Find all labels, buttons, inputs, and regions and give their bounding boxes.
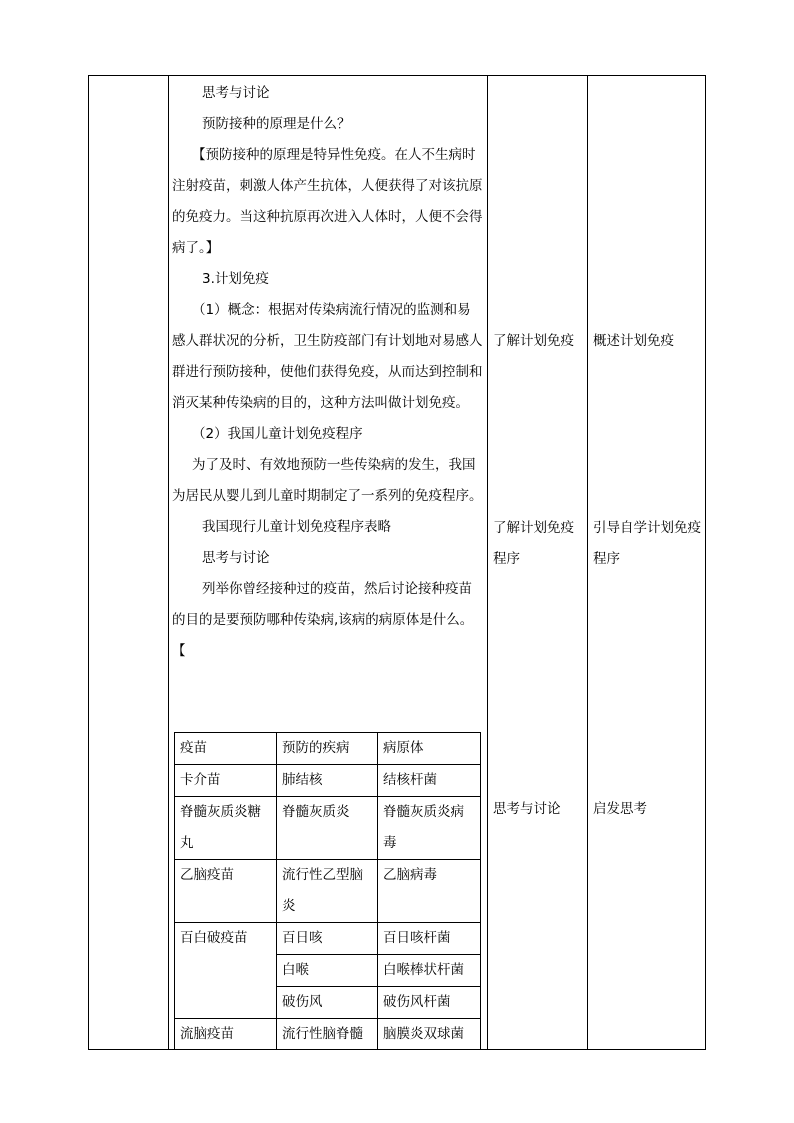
column-divider-2 xyxy=(487,75,488,1050)
table-cell: 百日咳 xyxy=(277,923,378,955)
table-row xyxy=(175,1019,481,1051)
table-cell: 脊髓灰质炎病毒 xyxy=(378,797,481,860)
teaching-content xyxy=(172,78,484,667)
concept-paragraph: （1）概念：根据对传染病流行情况的监测和易感人群状况的分析，卫生防疫部门有计划地对易感人群进行预防接种，使他们获得免疫，从而达到控制和消灭某种传染病的目的，这种方法叫做计划免疫。 xyxy=(172,302,483,411)
table-cell: 白喉棒状杆菌 xyxy=(378,955,481,987)
vaccine-table xyxy=(174,732,481,1050)
question-vaccines: 列举你曾经接种过的疫苗，然后讨论接种疫苗的目的是要预防哪种传染病,该病的病原体是什么。 xyxy=(172,581,474,628)
column-divider-1 xyxy=(168,75,169,1050)
teacher-activity-1: 概述计划免疫 xyxy=(593,333,674,349)
table-cell: 破伤风杆菌 xyxy=(378,987,481,1019)
column-divider-3 xyxy=(587,75,588,1050)
table-row xyxy=(175,923,481,955)
answer-principle: 【预防接种的原理是特异性免疫。在人不生病时注射疫苗，刺激人体产生抗体，人便获得了对该抗原的免疫力。当这种抗原再次进入人体时，人便不会得病了。】 xyxy=(172,147,483,256)
table-cell: 破伤风 xyxy=(277,987,378,1019)
heading-discussion-2: 思考与讨论 xyxy=(202,550,270,566)
teacher-activity-3: 启发思考 xyxy=(593,801,647,817)
table-row xyxy=(175,860,481,923)
table-row xyxy=(175,765,481,797)
table-cell: 百白破疫苗 xyxy=(175,923,277,1019)
table-cell: 白喉 xyxy=(277,955,378,987)
table-cell: 肺结核 xyxy=(277,765,378,797)
table-header: 病原体 xyxy=(378,733,481,765)
student-activity-3: 思考与讨论 xyxy=(493,801,561,817)
table-cell: 卡介苗 xyxy=(175,765,277,797)
question-principle: 预防接种的原理是什么？ xyxy=(202,116,351,132)
heading-planned-immunity: 3.计划免疫 xyxy=(202,271,269,287)
table-header: 疫苗 xyxy=(175,733,277,765)
program-paragraph: 为了及时、有效地预防一些传染病的发生，我国为居民从婴儿到儿童时期制定了一系列的免疫程序。 xyxy=(172,457,483,504)
table-cell: 脑膜炎双球菌 xyxy=(378,1019,481,1051)
program-table-note: 我国现行儿童计划免疫程序表略 xyxy=(202,519,391,535)
table-header: 预防的疾病 xyxy=(277,733,378,765)
student-activity-2: 了解计划免疫程序 xyxy=(493,520,574,567)
table-cell: 流脑疫苗 xyxy=(175,1019,277,1051)
table-cell: 流行性脑脊髓 xyxy=(277,1019,378,1051)
table-cell: 结核杆菌 xyxy=(378,765,481,797)
table-row xyxy=(175,733,481,765)
table-row xyxy=(175,797,481,860)
heading-discussion-1: 思考与讨论 xyxy=(202,85,270,101)
table-cell: 乙脑病毒 xyxy=(378,860,481,923)
table-cell: 脊髓灰质炎 xyxy=(277,797,378,860)
heading-immunization-program: （2）我国儿童计划免疫程序 xyxy=(192,426,363,442)
table-cell: 脊髓灰质炎糖丸 xyxy=(175,797,277,860)
answer-bracket: 【 xyxy=(172,643,186,659)
table-cell: 流行性乙型脑炎 xyxy=(277,860,378,923)
table-cell: 乙脑疫苗 xyxy=(175,860,277,923)
teacher-activity-2: 引导自学计划免疫程序 xyxy=(593,520,701,567)
student-activity-1: 了解计划免疫 xyxy=(493,333,574,349)
table-cell: 百日咳杆菌 xyxy=(378,923,481,955)
